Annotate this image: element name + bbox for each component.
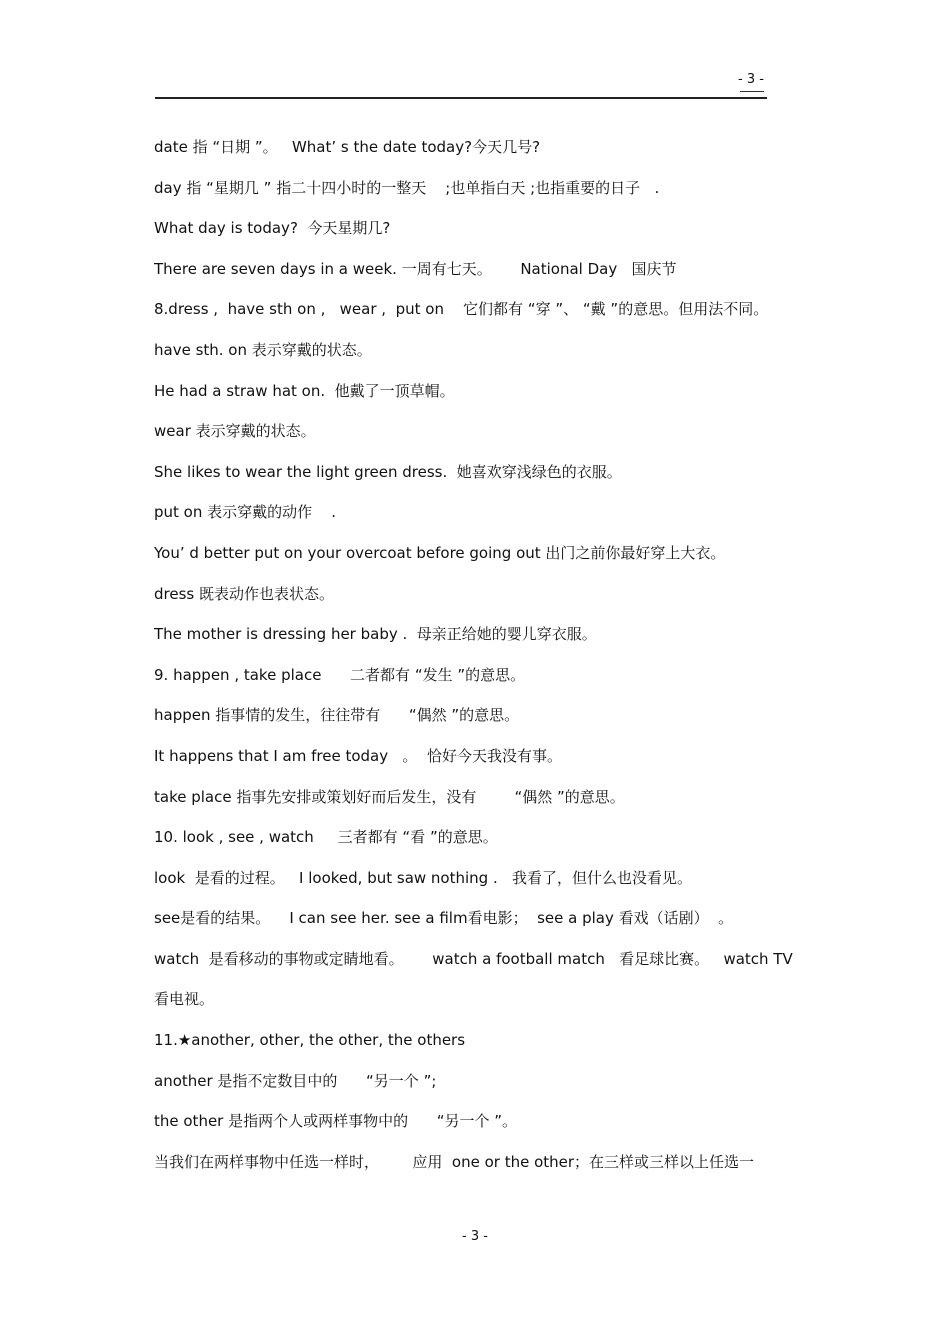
text-line: What day is today? 今天星期几? <box>154 219 391 238</box>
text-line: You’ d better put on your overcoat before going out 出门之前你最好穿上大衣。 <box>154 543 726 562</box>
text-line: take place 指事先安排或策划好而后发生，没有 “偶然 ”的意思。 <box>154 787 625 806</box>
text-line: the other 是指两个人或两样事物中的 “另一个 ”。 <box>154 1112 518 1131</box>
text-line: 当我们在两样事物中任选一样时， 应用 one or the other；在三样或三样以上任选一 <box>154 1152 755 1171</box>
text-line: It happens that I am free today 。 恰好今天我没有事。 <box>154 746 562 765</box>
text-line: dress 既表动作也表状态。 <box>154 584 334 603</box>
text-line: 10. look , see , watch 三者都有 “看 ”的意思。 <box>154 828 498 847</box>
text-line: happen 指事情的发生，往往带有 “偶然 ”的意思。 <box>154 706 520 725</box>
header-rule <box>155 97 767 99</box>
text-line: put on 表示穿戴的动作 . <box>154 503 336 522</box>
text-line: another 是指不定数目中的 “另一个 ”; <box>154 1071 437 1090</box>
text-line: 11.★another, other, the other, the others <box>154 1031 466 1050</box>
text-line: see是看的结果。 I can see her. see a film看电影； see a play 看戏（话剧） 。 <box>154 909 734 928</box>
text-line: wear 表示穿戴的状态。 <box>154 422 316 441</box>
text-line: 8.dress , have sth on , wear , put on 它们都有 “穿 ”、 “戴 ”的意思。但用法不同。 <box>154 300 769 319</box>
text-line: day 指 “星期几 ” 指二十四小时的一整天 ;也单指白天 ;也指重要的日子 . <box>154 178 660 197</box>
text-line: look 是看的过程。 I looked, but saw nothing . 我看了，但什么也没看见。 <box>154 868 693 887</box>
page-number-bottom: - 3 - <box>462 1229 488 1244</box>
text-line: There are seven days in a week. 一周有七天。 National Day 国庆节 <box>154 259 677 278</box>
text-line: She likes to wear the light green dress. 她喜欢穿浅绿色的衣服。 <box>154 462 622 481</box>
text-body <box>154 136 804 1191</box>
text-line: The mother is dressing her baby . 母亲正给她的婴儿穿衣服。 <box>154 625 597 644</box>
text-line: 9. happen , take place 二者都有 “发生 ”的意思。 <box>154 665 526 684</box>
text-line: 看电视。 <box>154 990 215 1009</box>
text-line: have sth. on 表示穿戴的状态。 <box>154 340 372 359</box>
text-line: watch 是看移动的事物或定睛地看。 watch a football match 看足球比赛。 watch TV <box>154 949 793 968</box>
text-line: date 指 “日期 ”。 What’ s the date today?今天几号? <box>154 138 541 156</box>
text-line: He had a straw hat on. 他戴了一顶草帽。 <box>154 381 455 400</box>
page-number-top-underline <box>740 91 764 92</box>
page-number-top: - 3 - <box>738 72 764 87</box>
